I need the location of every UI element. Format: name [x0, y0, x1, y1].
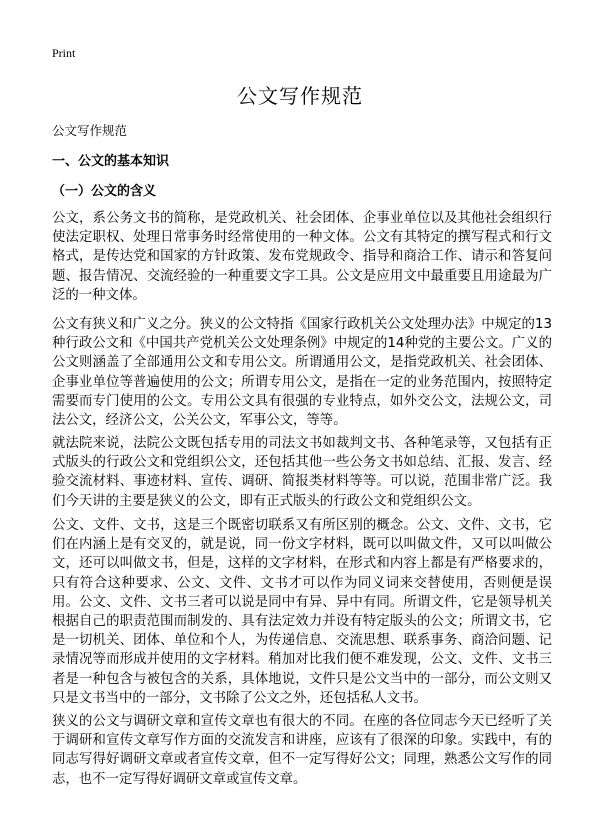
paragraph-concepts: 公文、文件、文书，这是三个既密切联系又有所区别的概念。公文、文件、文书，它们在内涵上是有交叉的，就是说，同一份文字材料，既可以叫做文件，又可以叫做公文，还可以叫做文书，但是，这样的文字材料，在形式和内容上都是有严格要求的，只有符合这种要求、公文、文件、文书才可以作为同义词来交替使用，否则便是误用。公文、文件、文书三者可以说是同中有异、异中有同。所谓文件，它是领导机关根据自己的职责范围而制发的、具有法定效力并设有特定版头的公文；所谓文书，它是一切机关、团体、单位和个人，为传递信息、交流思想、联系事务、商洽问题、记录情况等而形成并使用的文字材料。稍加对比我们便不难发现，公文、文件、文书三者是一种包含与被包含的关系，具体地说，文件只是公文当中的一部分，而公文则又只是文书当中的一部分，文书除了公文之外，还包括私人文书。	[52, 518, 552, 706]
paragraph-definition: 公文，系公务文书的简称，是党政机关、社会团体、企事业单位以及其他社会组织行使法定职权、处理日常事务时经常使用的一种文体。公文有其特定的撰写程式和行文格式，是传达党和国家的方针政策、发布党规政令、指导和商洽工作、请示和答复问题、报告情况、交流经验的一种重要文字工具。公文是应用文中最重要且用途最为广泛的一种文体。	[52, 211, 552, 303]
paragraph-comparison: 狭义的公文与调研文章和宣传文章也有很大的不同。在座的各位同志今天已经听了关于调研和宣传文章写作方面的交流发言和讲座，应该有了很深的印象。实践中，有的同志写得好调研文章或者宣传文章，但不一定写得好公文；同理，熟悉公文写作的同志，也不一定写得好调研文章或宣传文章。	[52, 714, 552, 787]
print-label: Print	[52, 46, 76, 60]
document-subtitle: 公文写作规范	[52, 123, 128, 138]
paragraph-narrow-broad: 公文有狭义和广义之分。狭义的公文特指《国家行政机关公文处理办法》中规定的13种行政公文和《中国共产党机关公文处理条例》中规定的14种党的主要公文。广义的公文则涵盖了全部通用公文和专用公文。所谓通用公文，是指党政机关、社会团体、企事业单位等普遍使用的公文；所谓专用公文，是指在一定的业务范围内，按照特定需要而专门使用的公文。专用公文具有很强的专业特点，如外交公文，法规公文，司法公文，经济公文，公关公文，军事公文，等等。	[52, 317, 552, 429]
document-title: 公文写作规范	[237, 84, 363, 108]
paragraph-court: 就法院来说，法院公文既包括专用的司法文书如裁判文书、各种笔录等，又包括有正式版头的行政公文和党组织公文，还包括其他一些公务文书如总结、汇报、发言、经验交流材料、事迹材料、宣传、调研、简报类材料等等。可以说，范围非常广泛。我们今天讲的主要是狭义的公文，即有正式版头的行政公文和党组织公文。	[52, 436, 552, 509]
subsection-heading: （一）公文的含义	[52, 184, 157, 199]
section-heading: 一、公文的基本知识	[52, 154, 170, 169]
